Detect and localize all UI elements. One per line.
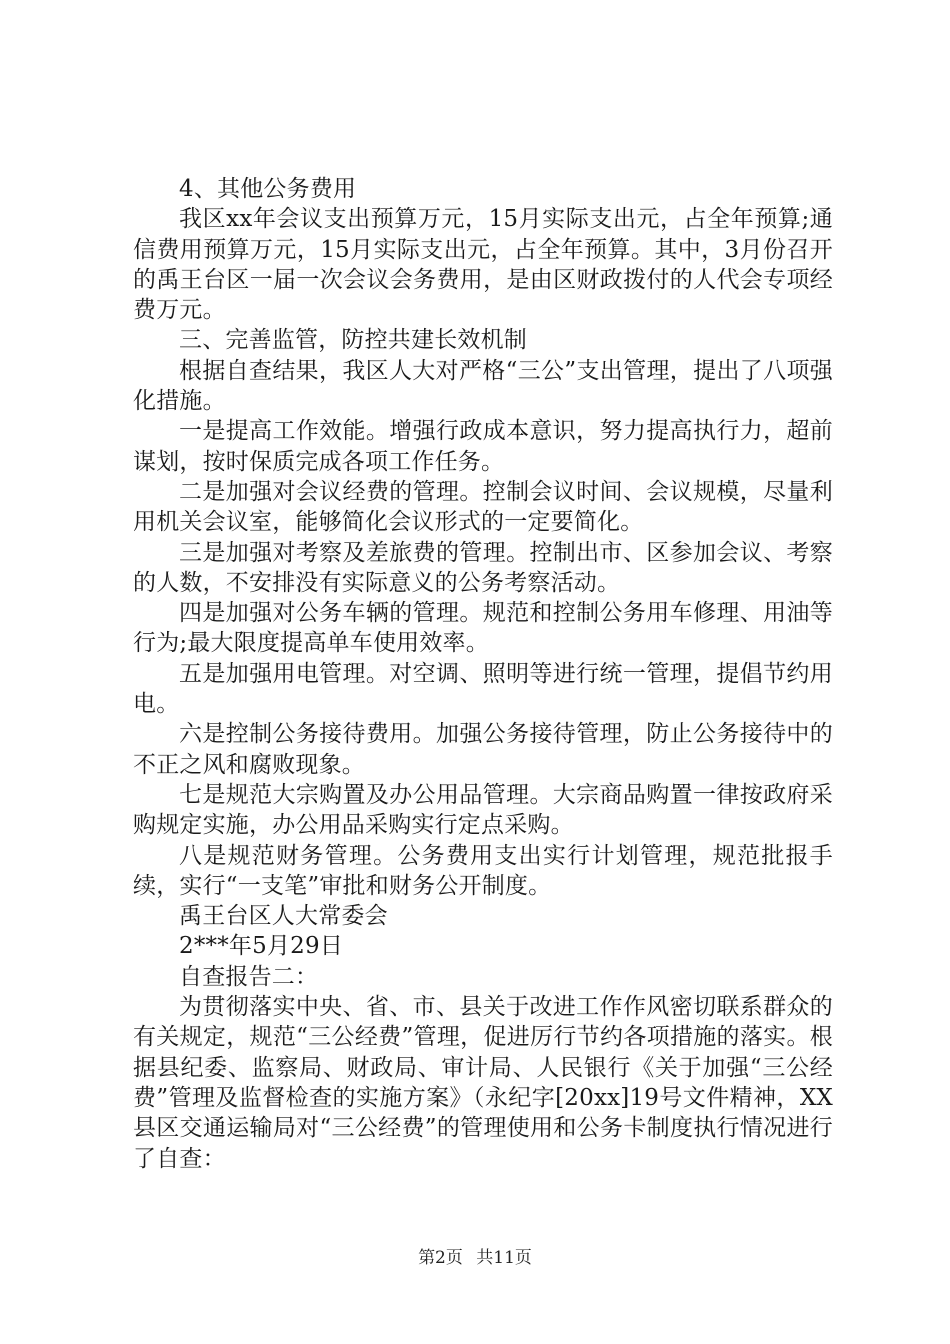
- paragraph-measure-5: 五是加强用电管理。对空调、照明等进行统一管理，提倡节约用电。: [133, 660, 833, 718]
- signature-organization: 禹王台区人大常委会: [179, 903, 388, 930]
- paragraph-meeting-budget: 我区xx年会议支出预算万元，15月实际支出元，占全年预算;通信费用预算万元，15月实际支出元，占全年预算。其中，3月份召开的禹王台区一届一次会议会务费用，是由区财政拨付的人代会专项经费万元。: [133, 206, 833, 324]
- paragraph-measure-7: 七是规范大宗购置及办公用品管理。大宗商品购置一律按政府采购规定实施，办公用品采购实行定点采购。: [133, 781, 833, 839]
- paragraph-measure-6: 六是控制公务接待费用。加强公务接待管理，防止公务接待中的不正之风和腐败现象。: [133, 721, 833, 778]
- paragraph-heading-other-fees: 4、其他公务费用: [179, 176, 357, 202]
- paragraph-measure-2: 二是加强对会议经费的管理。控制会议时间、会议规模，尽量利用机关会议室，能够简化会议形式的一定要简化。: [133, 478, 833, 536]
- paragraph-report-two-intro: 为贯彻落实中央、省、市、县关于改进工作作风密切联系群众的有关规定，规范“三公经费”管理，促进厉行节约各项措施的落实。根据县纪委、监察局、财政局、审计局、人民银行《关于加强“三公经费”管理及监督检查的实施方案》（永纪字[20xx]19号文件精神，XX县区交通运输局对“三公经费”的管理使用和公务卡制度执行情况进行了自查：: [133, 994, 833, 1172]
- paragraph-measure-4: 四是加强对公务车辆的管理。规范和控制公务用车修理、用油等行为;最大限度提高单车使用效率。: [133, 600, 833, 657]
- paragraph-measure-8: 八是规范财务管理。公务费用支出实行计划管理，规范批报手续，实行“一支笔”审批和财务公开制度。: [133, 842, 833, 899]
- document-body: [133, 174, 833, 1174]
- paragraph-measure-3: 三是加强对考察及差旅费的管理。控制出市、区参加会议、考察的人数，不安排没有实际意义的公务考察活动。: [133, 539, 833, 596]
- page-total: 共11页: [476, 1248, 532, 1268]
- paragraph-report-two-heading: 自查报告二：: [179, 963, 319, 990]
- paragraph-measure-1: 一是提高工作效能。增强行政成本意识，努力提高执行力，超前谋划，按时保质完成各项工作任务。: [133, 418, 833, 475]
- page-footer: [0, 1243, 950, 1268]
- paragraph-heading-supervision: 三、完善监管，防控共建长效机制: [179, 327, 527, 354]
- page-number: 第2页: [418, 1248, 463, 1268]
- paragraph-self-check-result: 根据自查结果，我区人大对严格“三公”支出管理，提出了八项强化措施。: [133, 357, 833, 415]
- signature-date: 2***年5月29日: [179, 933, 344, 960]
